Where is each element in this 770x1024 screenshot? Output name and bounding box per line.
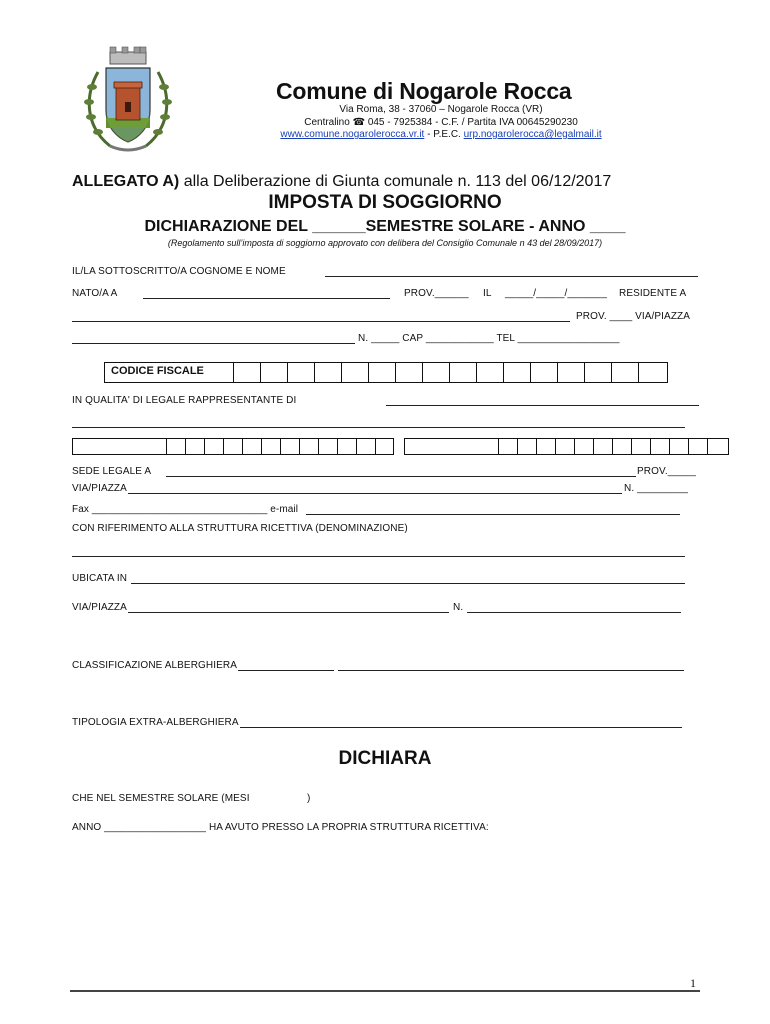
grid-cell[interactable] xyxy=(166,438,185,455)
semestre-close: ) xyxy=(307,793,311,804)
dichiara-heading: DICHIARA xyxy=(338,748,432,769)
pec-label: - P.E.C. xyxy=(424,129,464,140)
company-code-grid[interactable] xyxy=(72,438,394,455)
classificazione-field-1[interactable] xyxy=(238,670,334,671)
sede-prov-label: PROV._____ xyxy=(637,466,697,477)
residence-field[interactable] xyxy=(72,321,570,322)
cf-cell[interactable] xyxy=(314,363,341,382)
cf-cell[interactable] xyxy=(476,363,503,382)
riferimento-label: CON RIFERIMENTO ALLA STRUTTURA RICETTIVA (DENOMINAZIONE) xyxy=(72,523,408,534)
in-qualita-label: IN QUALITA' DI LEGALE RAPPRESENTANTE DI xyxy=(72,395,297,406)
classificazione-field-2[interactable] xyxy=(338,670,684,671)
grid-cell[interactable] xyxy=(517,438,536,455)
allegato-prefix: ALLEGATO A) xyxy=(72,173,180,190)
cf-cell[interactable] xyxy=(557,363,584,382)
grid-cell[interactable] xyxy=(404,438,498,455)
municipality-title: Comune di Nogarole Rocca xyxy=(276,78,572,104)
grid-cell[interactable] xyxy=(536,438,555,455)
ubicata-field[interactable] xyxy=(131,583,685,584)
grid-cell[interactable] xyxy=(688,438,707,455)
rappresentante-field[interactable] xyxy=(386,405,699,406)
grid-cell[interactable] xyxy=(707,438,729,455)
n-field[interactable] xyxy=(467,612,681,613)
website-link[interactable]: www.comune.nogarolerocca.vr.it xyxy=(280,129,425,140)
grid-cell[interactable] xyxy=(631,438,650,455)
grid-cell[interactable] xyxy=(337,438,356,455)
birth-date-field[interactable]: _____/_____/_______ xyxy=(505,288,608,299)
cf-cell[interactable] xyxy=(638,363,667,382)
cf-cell[interactable] xyxy=(422,363,449,382)
prov-via-label: PROV. ____ VIA/PIAZZA xyxy=(576,311,691,322)
cf-cell[interactable] xyxy=(584,363,611,382)
via-piazza-2-label: VIA/PIAZZA xyxy=(72,602,127,613)
phone-line: Centralino ☎ 045 - 7925384 - C.F. / Partita IVA 00645290230 xyxy=(304,117,578,128)
address-field[interactable] xyxy=(72,343,355,344)
contacts-line xyxy=(276,129,606,140)
grid-cell[interactable] xyxy=(612,438,631,455)
grid-cell[interactable] xyxy=(669,438,688,455)
fax-label[interactable]: Fax _______________________________ e-mail xyxy=(72,504,299,515)
cf-cell[interactable] xyxy=(368,363,395,382)
cf-cell[interactable] xyxy=(611,363,638,382)
main-heading: IMPOSTA DI SOGGIORNO xyxy=(268,192,502,213)
cf-cell[interactable] xyxy=(395,363,422,382)
grid-cell[interactable] xyxy=(223,438,242,455)
grid-cell[interactable] xyxy=(261,438,280,455)
codice-fiscale-label: CODICE FISCALE xyxy=(111,365,204,377)
grid-cell[interactable] xyxy=(375,438,394,455)
semestre-label: CHE NEL SEMESTRE SOLARE (MESI xyxy=(72,793,250,804)
grid-cell[interactable] xyxy=(593,438,612,455)
coat-of-arms-logo xyxy=(80,42,176,162)
n-label: N. xyxy=(453,602,464,613)
via-piazza-2-field[interactable] xyxy=(128,612,449,613)
via-piazza-field[interactable] xyxy=(128,493,622,494)
codice-fiscale-grid[interactable] xyxy=(104,362,668,383)
sub-heading: DICHIARAZIONE DEL ______SEMESTRE SOLARE - ANNO ____ xyxy=(144,218,626,235)
tipologia-label: TIPOLOGIA EXTRA-ALBERGHIERA xyxy=(72,717,239,728)
via-piazza-label: VIA/PIAZZA xyxy=(72,483,127,494)
grid-cell[interactable] xyxy=(299,438,318,455)
footer-rule xyxy=(70,990,700,992)
pec-link[interactable]: urp.nogarolerocca@legalmail.it xyxy=(463,129,602,140)
grid-cell[interactable] xyxy=(318,438,337,455)
ubicata-label: UBICATA IN xyxy=(72,573,128,584)
sottoscritto-label: IL/LA SOTTOSCRITTO/A COGNOME E NOME xyxy=(72,266,286,277)
regolamento-note: (Regolamento sull’imposta di soggiorno approvato con delibera del Consiglio Comunale n 43 del 28/09/2017) xyxy=(167,238,603,248)
cf-cell[interactable] xyxy=(449,363,476,382)
grid-cell[interactable] xyxy=(280,438,299,455)
grid-cell[interactable] xyxy=(356,438,375,455)
nome-field[interactable] xyxy=(325,276,698,277)
grid-cell[interactable] xyxy=(650,438,669,455)
cf-cell[interactable] xyxy=(260,363,287,382)
n-cap-tel-label[interactable]: N. _____ CAP ____________ TEL __________________ xyxy=(358,333,620,344)
via-n-label: N. _________ xyxy=(624,483,689,494)
anno-label[interactable]: ANNO __________________ HA AVUTO PRESSO LA PROPRIA STRUTTURA RICETTIVA: xyxy=(72,822,489,833)
address-line: Via Roma, 38 - 37060 – Nogarole Rocca (VR) xyxy=(339,104,543,115)
sede-legale-label: SEDE LEGALE A xyxy=(72,466,152,477)
page-number: 1 xyxy=(690,976,696,990)
cf-cell[interactable] xyxy=(530,363,557,382)
grid-cell[interactable] xyxy=(72,438,166,455)
classificazione-label: CLASSIFICAZIONE ALBERGHIERA xyxy=(72,660,237,671)
cf-cell[interactable] xyxy=(233,363,260,382)
nato-place-field[interactable] xyxy=(143,298,390,299)
cf-cell[interactable] xyxy=(341,363,368,382)
cf-cell[interactable] xyxy=(503,363,530,382)
grid-cell[interactable] xyxy=(498,438,517,455)
allegato-text: alla Deliberazione di Giunta comunale n. 113 del 06/12/2017 xyxy=(179,173,612,190)
grid-cell[interactable] xyxy=(574,438,593,455)
residente-label: RESIDENTE A xyxy=(619,288,687,299)
tipologia-field[interactable] xyxy=(240,727,682,728)
denominazione-field[interactable] xyxy=(72,556,685,557)
email-field[interactable] xyxy=(306,514,680,515)
grid-cell[interactable] xyxy=(555,438,574,455)
il-label: IL xyxy=(483,288,492,299)
grid-cell[interactable] xyxy=(204,438,223,455)
grid-cell[interactable] xyxy=(242,438,261,455)
company-code-grid-2[interactable] xyxy=(404,438,729,455)
nato-label: NATO/A A xyxy=(72,288,118,299)
allegato-line xyxy=(72,173,611,191)
grid-cell[interactable] xyxy=(185,438,204,455)
sede-legale-field[interactable] xyxy=(166,476,636,477)
rappresentante-field-2[interactable] xyxy=(72,427,685,428)
prov-label: PROV.______ xyxy=(404,288,469,299)
cf-cell[interactable] xyxy=(287,363,314,382)
